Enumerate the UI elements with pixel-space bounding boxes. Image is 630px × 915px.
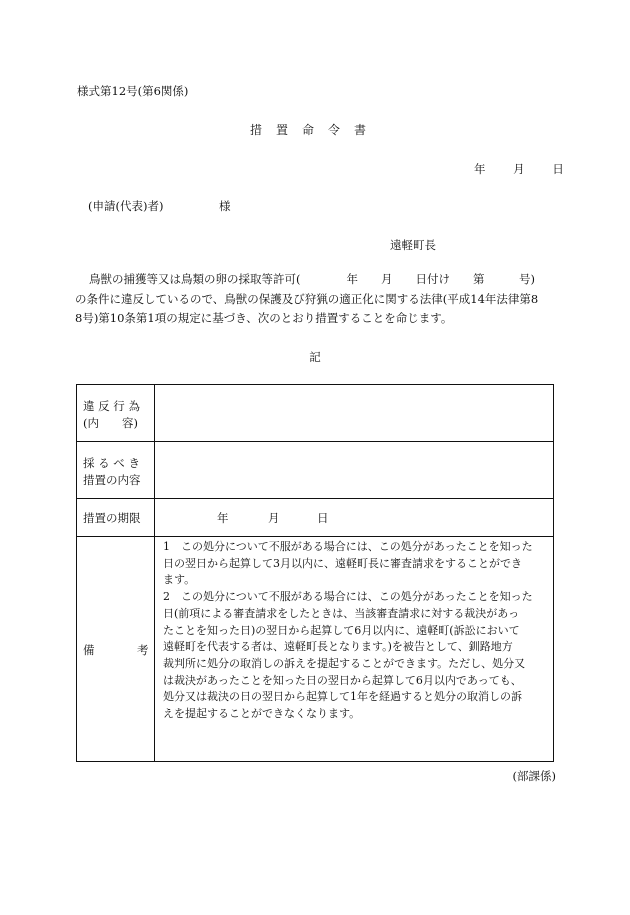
remark-line: 日(前項による審査請求をしたときは、当該審査請求に対する裁決があっ	[163, 606, 520, 620]
issue-date	[474, 161, 564, 177]
violation-label-1: 違 反 行 為	[83, 399, 140, 413]
body-line: 鳥獣の捕獲等又は鳥類の卵の採取等許可( 年 月 日付け 第 号)	[89, 272, 535, 286]
measures-table	[76, 384, 554, 762]
deadline-year: 年	[217, 511, 229, 525]
issuer-name: 遠軽町長	[390, 238, 436, 252]
violation-label-cell	[77, 385, 155, 441]
body-paragraph	[75, 270, 561, 329]
body-line: 8号)第10条第1項の規定に基づき、次のとおり措置することを命じます。	[75, 311, 453, 325]
ki-heading: 記	[309, 350, 321, 364]
remarks-label-right: 考	[137, 643, 149, 657]
measure-label-cell	[77, 441, 155, 498]
deadline-month: 月	[268, 511, 280, 525]
remark-line: 日の翌日から起算して3月以内に、遠軽町長に審査請求をすることができ	[163, 556, 522, 570]
remarks-row	[77, 536, 553, 761]
deadline-label-cell	[77, 498, 155, 536]
measure-label-2: 措置の内容	[83, 473, 141, 487]
remark-line: ます。	[163, 573, 196, 587]
remark-note-2	[161, 589, 549, 723]
form-number: 様式第12号(第6関係)	[77, 84, 189, 98]
remark-line: この処分について不服がある場合には、この処分があったことを知った	[181, 590, 533, 604]
remark-line: 裁判所に処分の取消しの訴えを提起することができます。ただし、処分又	[163, 656, 526, 670]
addressee-label: (申請(代表)者)	[88, 199, 164, 213]
remark-line: 処分又は裁決の日の翌日から起算して1年を経過すると処分の取消しの訴	[163, 690, 522, 704]
addressee-honorific: 様	[219, 199, 231, 213]
deadline-label: 措置の期限	[83, 511, 141, 525]
remarks-notes	[161, 539, 549, 723]
remark-number: 1	[163, 540, 170, 553]
remarks-label-cell	[77, 536, 155, 761]
deadline-day: 日	[317, 511, 329, 525]
department-note: (部課係)	[512, 769, 556, 783]
remark-number: 2	[163, 590, 170, 604]
remark-line: 遠軽町を代表する者は、遠軽町長となります。)を被告として、釧路地方	[163, 640, 513, 654]
measure-label-1: 採 る べ き	[83, 456, 140, 470]
date-year: 年	[474, 162, 486, 176]
remarks-label-left: 備	[83, 643, 95, 657]
remark-line: えを提起することができなくなります。	[163, 707, 361, 721]
body-line: の条件に違反しているので、鳥獣の保護及び狩猟の適正化に関する法律(平成14年法律第8	[75, 291, 539, 306]
date-day: 日	[552, 162, 564, 176]
remark-line: は裁決があったことを知った日の翌日から起算して6月以内であっても、	[163, 673, 522, 687]
remark-note-1	[161, 539, 549, 589]
date-month: 月	[513, 162, 525, 176]
remark-line: たことを知った日)の翌日から起算して6月以内に、遠軽町(訴訟において	[163, 623, 520, 637]
violation-label-2: (内 容)	[83, 416, 138, 430]
measure-row	[77, 441, 553, 499]
violation-row	[77, 385, 553, 442]
deadline-row	[77, 498, 553, 537]
document-title: 措置命令書	[249, 123, 380, 137]
remark-line: この処分について不服がある場合には、この処分があったことを知った	[181, 540, 533, 553]
